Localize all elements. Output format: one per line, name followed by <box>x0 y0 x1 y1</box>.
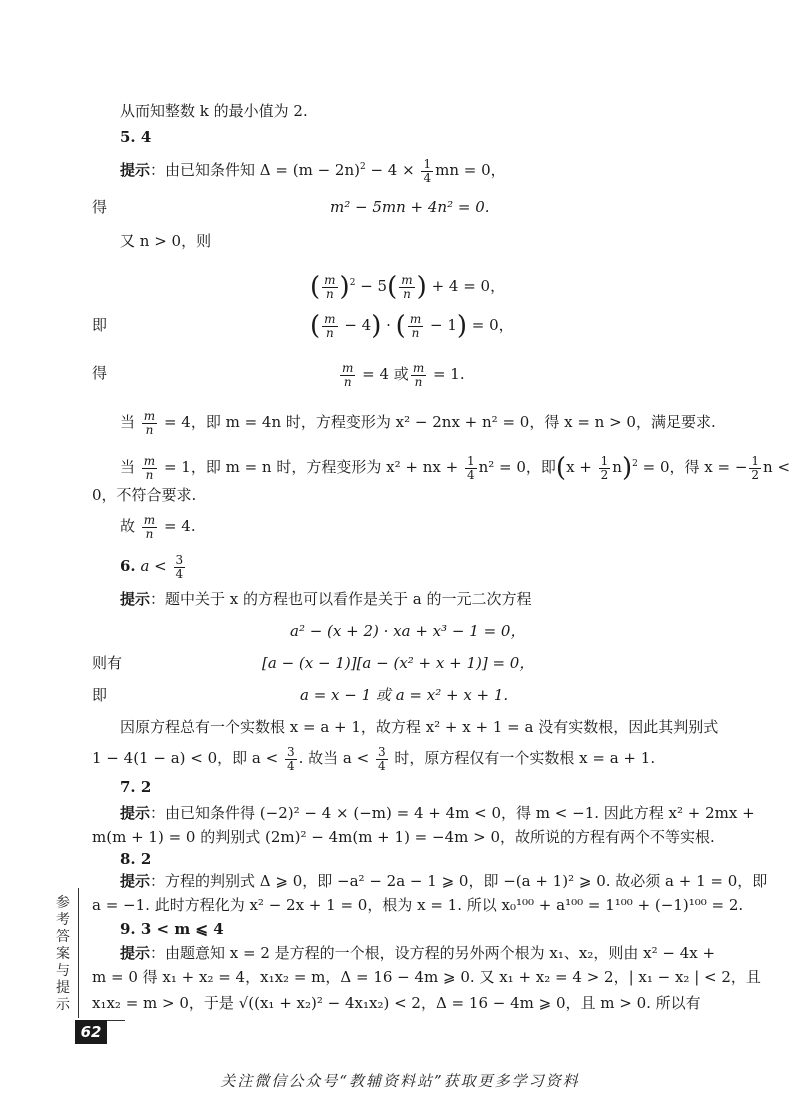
text-line: a = −1. 此时方程化为 x² − 2x + 1 = 0，根为 x = 1. 所以 x₀¹⁰⁰ + a¹⁰⁰ = 1¹⁰⁰ + (−1)¹⁰⁰ = 2. <box>92 896 744 914</box>
page-number: 62 <box>75 1020 107 1044</box>
side-tab-label: 参考答案与提示 <box>56 895 70 1013</box>
equation: a² − (x + 2) · xa + x³ − 1 = 0， <box>290 622 526 640</box>
equation: a = x − 1 或 a = x² + x + 1. <box>300 686 509 704</box>
equation: m² − 5mn + 4n² = 0. <box>330 198 490 216</box>
footer-note: 关注微信公众号“教辅资料站”获取更多学习资料 <box>220 1072 580 1090</box>
text-line: 1 − 4(1 − a) < 0，即 a < $\frac{3}{4}$ . 故当 a < $\frac{3}{4}$ 时，原方程仅有一个实数根 x = a + 1. <box>92 744 656 773</box>
text-line: m = 0 得 x₁ + x₂ = 4，x₁x₂ = m，Δ = 16 − 4m ⩾ 0. 又 x₁ + x₂ = 4 > 2，| x₁ − x₂ | < 2，且 <box>92 968 761 986</box>
hint-6: 提示：题中关于 x 的方程也可以看作是关于 a 的一元二次方程 <box>120 590 532 608</box>
label-zeyou: 则有 <box>92 654 123 672</box>
hint-label: 提示 <box>120 161 151 179</box>
text-line: 0，不符合要求. <box>92 486 197 504</box>
hint-7: 提示：由已知条件得 (−2)² − 4 × (−m) = 4 + 4m < 0，得 m < −1. 因此方程 x² + 2mx + <box>120 804 755 822</box>
text-line: 当 $\frac{m}{n}$ = 1，即 m = n 时，方程变形为 x² + nx + $\frac{1}{4}$ n² = 0，即(x + $\frac{1}{2}$ n)$^2$ = 0，得 x = − $\frac{1}{2}$ n < <box>120 453 791 483</box>
text-line: x₁x₂ = m > 0，于是 √((x₁ + x₂)² − 4x₁x₂) < 2，Δ = 16 − 4m ⩾ 0，且 m > 0. 所以有 <box>92 994 701 1012</box>
label-ji: 即 <box>92 686 108 704</box>
hint-5: 提示：由已知条件知 $\Delta = (m - 2n)^2 - 4$ × $\frac{1}{4}$ mn = 0， <box>120 156 506 185</box>
text-line: m(m + 1) = 0 的判别式 (2m)² − 4m(m + 1) = −4m > 0，故所说的方程有两个不等实根. <box>92 828 715 846</box>
label-ji: 即 <box>92 316 108 334</box>
label-de: 得 <box>92 364 108 382</box>
answer-5: 5. 4 <box>120 128 152 146</box>
equation: ( $\frac{m}{n}$ − 4) · ( $\frac{m}{n}$ − 1) = 0， <box>310 311 514 341</box>
label-de: 得 <box>92 198 108 216</box>
equation: ( $\frac{m}{n}$ )$^2$ − 5( $\frac{m}{n}$ ) + 4 = 0， <box>310 272 506 302</box>
text-line: 因原方程总有一个实数根 x = a + 1，故方程 x² + x + 1 = a 没有实数根，因此其判别式 <box>120 718 719 736</box>
hint-9: 提示：由题意知 x = 2 是方程的一个根，设方程的另外两个根为 x₁、x₂，则由 x² − 4x + <box>120 944 716 962</box>
text-line: 故 $\frac{m}{n}$ = 4. <box>120 512 196 541</box>
answer-7: 7. 2 <box>120 778 152 796</box>
text-line: 从而知整数 k 的最小值为 2. <box>120 102 308 120</box>
equation: $\frac{m}{n}$ = 4 或 $\frac{m}{n}$ = 1. <box>342 360 465 389</box>
text-line: 又 n > 0，则 <box>120 232 212 250</box>
text-line: 当 $\frac{m}{n}$ = 4，即 m = 4n 时，方程变形为 x² − 2nx + n² = 0，得 x = n > 0，满足要求. <box>120 408 716 437</box>
equation: [a − (x − 1)][a − (x² + x + 1)] = 0， <box>262 654 535 672</box>
answer-8: 8. 2 <box>120 850 152 868</box>
answer-9: 9. 3 < m ⩽ 4 <box>120 920 224 938</box>
hint-8: 提示：方程的判别式 Δ ⩾ 0，即 −a² − 2a − 1 ⩾ 0，即 −(a + 1)² ⩾ 0. 故必须 a + 1 = 0，即 <box>120 872 768 890</box>
answer-6: 6. a < $\frac{3}{4}$ <box>120 552 184 581</box>
